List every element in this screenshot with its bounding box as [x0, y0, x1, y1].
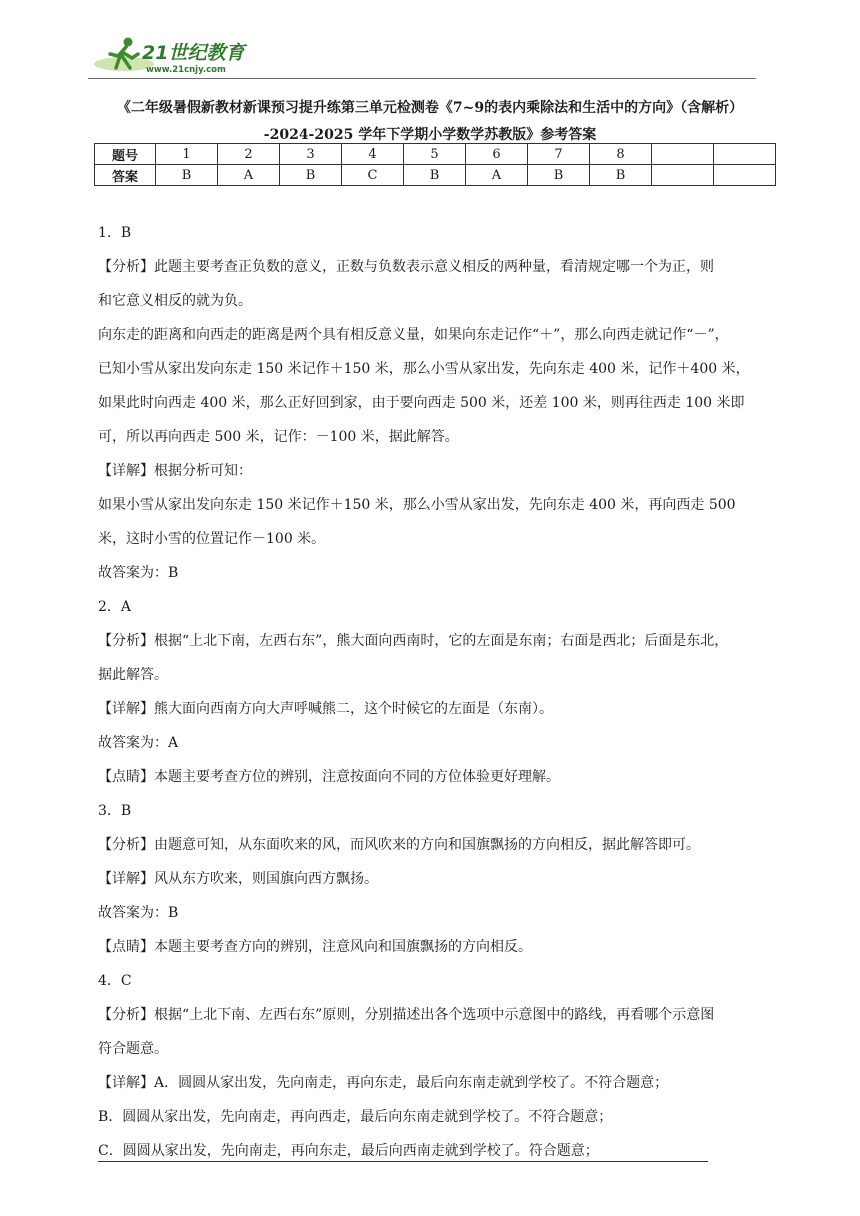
text-line: 故答案为：A [98, 735, 179, 751]
table-cell: B [156, 165, 218, 186]
text-line: B．圆圆从家出发，先向南走，再向西走，最后向东南走就到学校了。不符合题意； [98, 1109, 613, 1125]
table-cell: 5 [404, 144, 466, 165]
table-cell [652, 144, 714, 165]
table-cell [714, 165, 776, 186]
text-line: 3．B [98, 803, 132, 819]
table-header-cell: 答案 [95, 165, 156, 186]
table-row [95, 144, 776, 165]
table-cell [714, 144, 776, 165]
text-line: 【点睛】本题主要考查方位的辨别，注意按面向不同的方位体验更好理解。 [98, 769, 560, 785]
text-line: 4．C [98, 973, 132, 989]
page-header [92, 30, 760, 80]
text-line: 【详解】风从东方吹来，则国旗向西方飘扬。 [98, 871, 378, 887]
table-cell: 3 [280, 144, 342, 165]
table-cell: C [342, 165, 404, 186]
table-header-cell: 题号 [95, 144, 156, 165]
text-line: 据此解答。 [98, 667, 168, 683]
table-cell: B [280, 165, 342, 186]
table-row [95, 165, 776, 186]
text-line: 1．B [98, 225, 132, 241]
text-line: 可，所以再向西走 500 米，记作：－100 米，据此解答。 [98, 429, 459, 445]
solution-content [98, 216, 766, 1168]
text-line: 【点睛】本题主要考查方向的辨别，注意风向和国旗飘扬的方向相反。 [98, 939, 532, 955]
text-line: 【详解】A．圆圆从家出发，先向南走，再向东走，最后向东南走就到学校了。不符合题意； [98, 1075, 669, 1091]
table-cell: 2 [218, 144, 280, 165]
text-line: 2．A [98, 599, 132, 615]
table-cell: B [404, 165, 466, 186]
logo [92, 34, 262, 76]
table-cell: A [466, 165, 528, 186]
title-line-2: -2024-2025 学年下学期小学数学苏教版》参考答案 [263, 127, 597, 143]
text-line: 【分析】根据“上北下南、左西右东”原则，分别描述出各个选项中示意图中的路线，再看哪个示意图 [98, 1007, 715, 1023]
logo-url-text: www.21cnjy.com [146, 65, 226, 75]
table-cell: 6 [466, 144, 528, 165]
text-line: 【详解】熊大面向西南方向大声呼喊熊二，这个时候它的左面是（东南）。 [98, 701, 553, 717]
document-title [80, 95, 780, 149]
table-cell: 7 [528, 144, 590, 165]
text-line: 和它意义相反的就为负。 [98, 293, 252, 309]
text-line: 【分析】此题主要考查正负数的意义，正数与负数表示意义相反的两种量，看清规定哪一个为正，则 [98, 259, 714, 275]
text-line: 向东走的距离和向西走的距离是两个具有相反意义量，如果向东走记作“＋”，那么向西走就记作“－”， [98, 327, 729, 343]
text-line: 如果小雪从家出发向东走 150 米记作＋150 米，那么小雪从家出发，先向东走 400 米，再向西走 500 [98, 497, 736, 513]
text-line: 如果此时向西走 400 米，那么正好回到家，由于要向西走 500 米，还差 100 米，则再往西走 100 米即 [98, 395, 745, 411]
table-cell [652, 165, 714, 186]
text-line: 【分析】根据“上北下南，左西右东”，熊大面向西南时，它的左面是东南；右面是西北；后面是东北， [98, 633, 729, 649]
text-line: C．圆圆从家出发，先向南走，再向东走，最后向西南走就到学校了。符合题意； [98, 1143, 599, 1159]
answer-table [94, 143, 776, 186]
table-cell: 1 [156, 144, 218, 165]
table-cell: B [590, 165, 652, 186]
title-line-1: 《二年级暑假新教材新课预习提升练第三单元检测卷《7~9的表内乘除法和生活中的方向》（含解析） [116, 100, 744, 116]
text-line: 【分析】由题意可知，从东面吹来的风，而风吹来的方向和国旗飘扬的方向相反，据此解答即可。 [98, 837, 700, 853]
table-cell: 8 [590, 144, 652, 165]
table-cell: B [528, 165, 590, 186]
text-line: 【详解】根据分析可知： [98, 463, 252, 479]
text-line: 符合题意。 [98, 1041, 168, 1057]
footer-rule [98, 1161, 708, 1162]
text-line: 故答案为：B [98, 905, 179, 921]
table-cell: A [218, 165, 280, 186]
text-line: 米，这时小雪的位置记作－100 米。 [98, 531, 326, 547]
header-rule [88, 78, 756, 79]
logo-main-text: 21世纪教育 [142, 42, 245, 64]
text-line: 故答案为：B [98, 565, 179, 581]
text-line: 已知小雪从家出发向东走 150 米记作＋150 米，那么小雪从家出发，先向东走 400 米，记作＋400 米， [98, 361, 750, 377]
table-cell: 4 [342, 144, 404, 165]
